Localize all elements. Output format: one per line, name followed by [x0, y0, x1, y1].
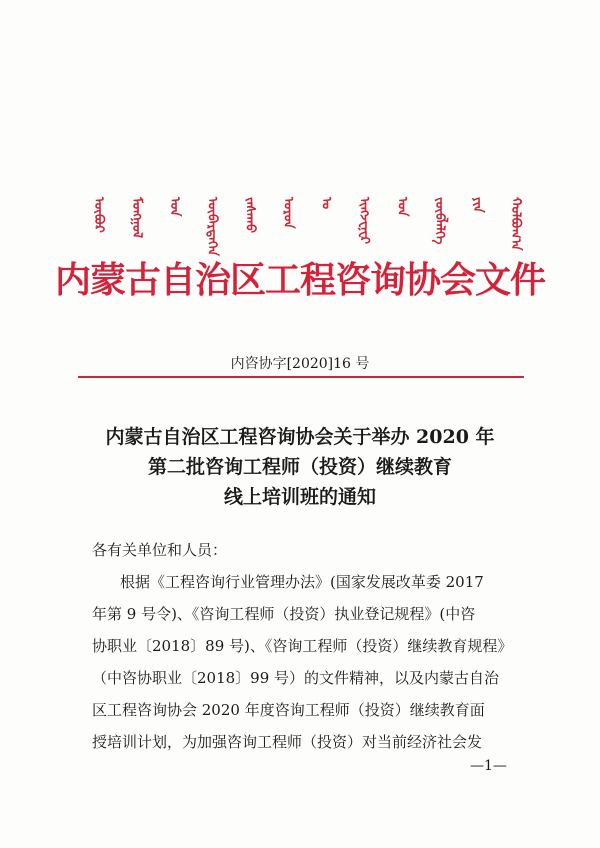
red-divider	[78, 376, 524, 378]
mongolian-word: ᠣᠷᠣᠨ	[280, 197, 296, 229]
mongolian-word: ᠤ	[318, 197, 334, 210]
notice-heading-line: 内蒙古自治区工程咨询协会关于举办 2020 年	[105, 426, 495, 448]
page-number: —1—	[470, 758, 507, 774]
mongolian-script-header	[91, 197, 523, 256]
mongolian-word: ᠶᠢᠨ	[470, 197, 486, 213]
notice-heading-line: 第二批咨询工程师（投资）继续教育	[147, 456, 452, 478]
body-text-line: 年第 9 号令)、《咨询工程师（投资）执业登记规程》(中咨	[92, 605, 476, 623]
mongolian-word: ᠵᠠᠰᠠᠬᠤ	[242, 197, 258, 234]
salutation: 各有关单位和人员：	[92, 541, 228, 559]
body-text-line: 根据《工程咨询行业管理办法》(国家发展改革委 2017	[120, 573, 484, 591]
mongolian-word: ᠦᠪᠦᠷ	[91, 197, 106, 233]
mongolian-word: ᠥᠪᠡᠷᠲᠡᠭᠡᠨ	[204, 197, 220, 256]
notice-heading-line: 线上培训班的通知	[223, 486, 376, 508]
mongolian-word: ᠵᠥᠪᠯᠡᠯᠭᠡ	[432, 197, 448, 245]
body-text-line: 区工程咨询协会 2020 年度咨询工程师（投资）继续教育面	[92, 701, 485, 719]
mongolian-word: ᠢᠩᠵᠧᠨᠧᠷ	[356, 197, 372, 245]
body-text-line: 协职业〔2018〕89 号)、《咨询工程师（投资）继续教育规程》	[92, 637, 513, 655]
document-number: 内咨协字[2020]16 号	[230, 356, 370, 372]
mongolian-word: ᠬᠣᠯᠪᠣᠭ᠎ᠠ	[507, 197, 523, 251]
document-header-title: 内蒙古自治区工程咨询协会文件	[54, 260, 545, 301]
mongolian-word: ᠤᠨ	[166, 197, 182, 217]
mongolian-word: ᠮᠣᠩᠭᠣᠯ	[128, 197, 144, 239]
body-text-line: 授培训计划，为加强咨询工程师（投资）对当前经济社会发	[92, 733, 483, 751]
mongolian-word: ᠤᠨ	[394, 197, 410, 217]
body-text-line: （中咨协职业〔2018〕99 号）的文件精神，以及内蒙古自治	[92, 669, 500, 687]
